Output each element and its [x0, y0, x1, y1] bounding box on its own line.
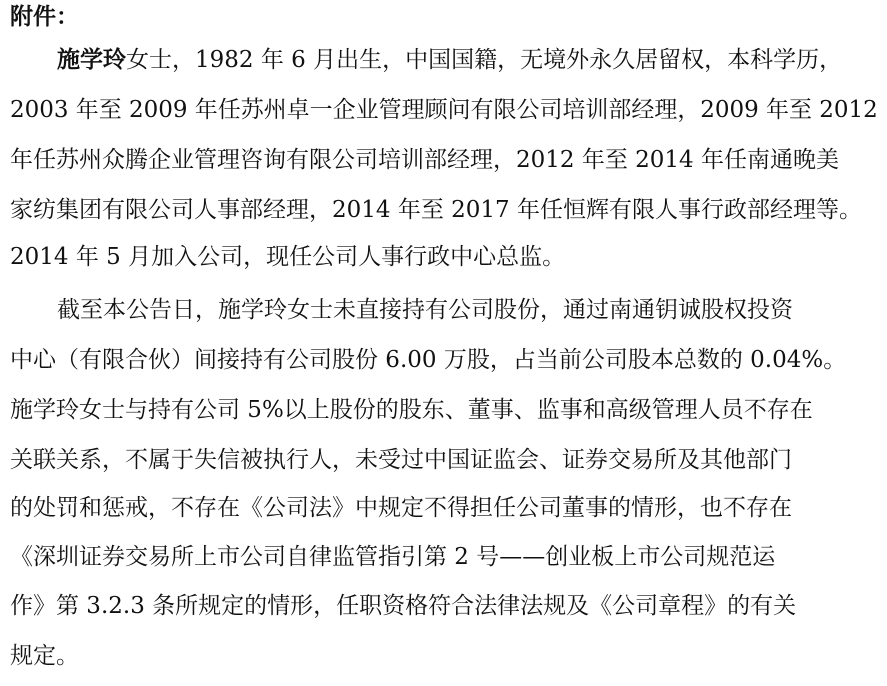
paragraph-line: 规定。: [10, 643, 79, 669]
paragraph-line: [57, 40, 842, 80]
paragraph-line: 中心（有限合伙）间接持有公司股份 6.00 万股，占当前公司股本总数的 0.04%。: [10, 347, 847, 373]
paragraph-line: 截至本公告日，施学玲女士未直接持有公司股份，通过南通钥诚股权投资: [57, 297, 793, 323]
paragraph-line: 2014 年 5 月加入公司，现任公司人事行政中心总监。: [10, 244, 566, 270]
paragraph-text: 女士，1982 年 6 月出生，中国国籍，无境外永久居留权，本科学历，: [126, 47, 843, 73]
paragraph-line: 家纺集团有限公司人事部经理，2014 年至 2017 年任恒辉有限人事行政部经理等。: [10, 197, 862, 223]
paragraph-line: 作》第 3.2.3 条所规定的情形，任职资格符合法律法规及《公司章程》的有关: [10, 593, 797, 619]
paragraph-line: 关联关系，不属于失信被执行人，未受过中国证监会、证券交易所及其他部门: [10, 447, 792, 473]
paragraph-line: 2003 年至 2009 年任苏州卓一企业管理顾问有限公司培训部经理，2009 年至 2012: [10, 97, 878, 123]
attachment-heading: 附件：: [10, 3, 79, 30]
paragraph-line: 施学玲女士与持有公司 5%以上股份的股东、董事、监事和高级管理人员不存在: [10, 397, 813, 423]
person-name: 施学玲: [57, 46, 126, 73]
paragraph-line: 年任苏州众腾企业管理咨询有限公司培训部经理，2012 年至 2014 年任南通晚美: [10, 147, 839, 173]
paragraph-line: 的处罚和惩戒，不存在《公司法》中规定不得担任公司董事的情形，也不存在: [10, 495, 792, 521]
paragraph-line: 《深圳证券交易所上市公司自律监管指引第 2 号——创业板上市公司规范运: [10, 544, 776, 570]
